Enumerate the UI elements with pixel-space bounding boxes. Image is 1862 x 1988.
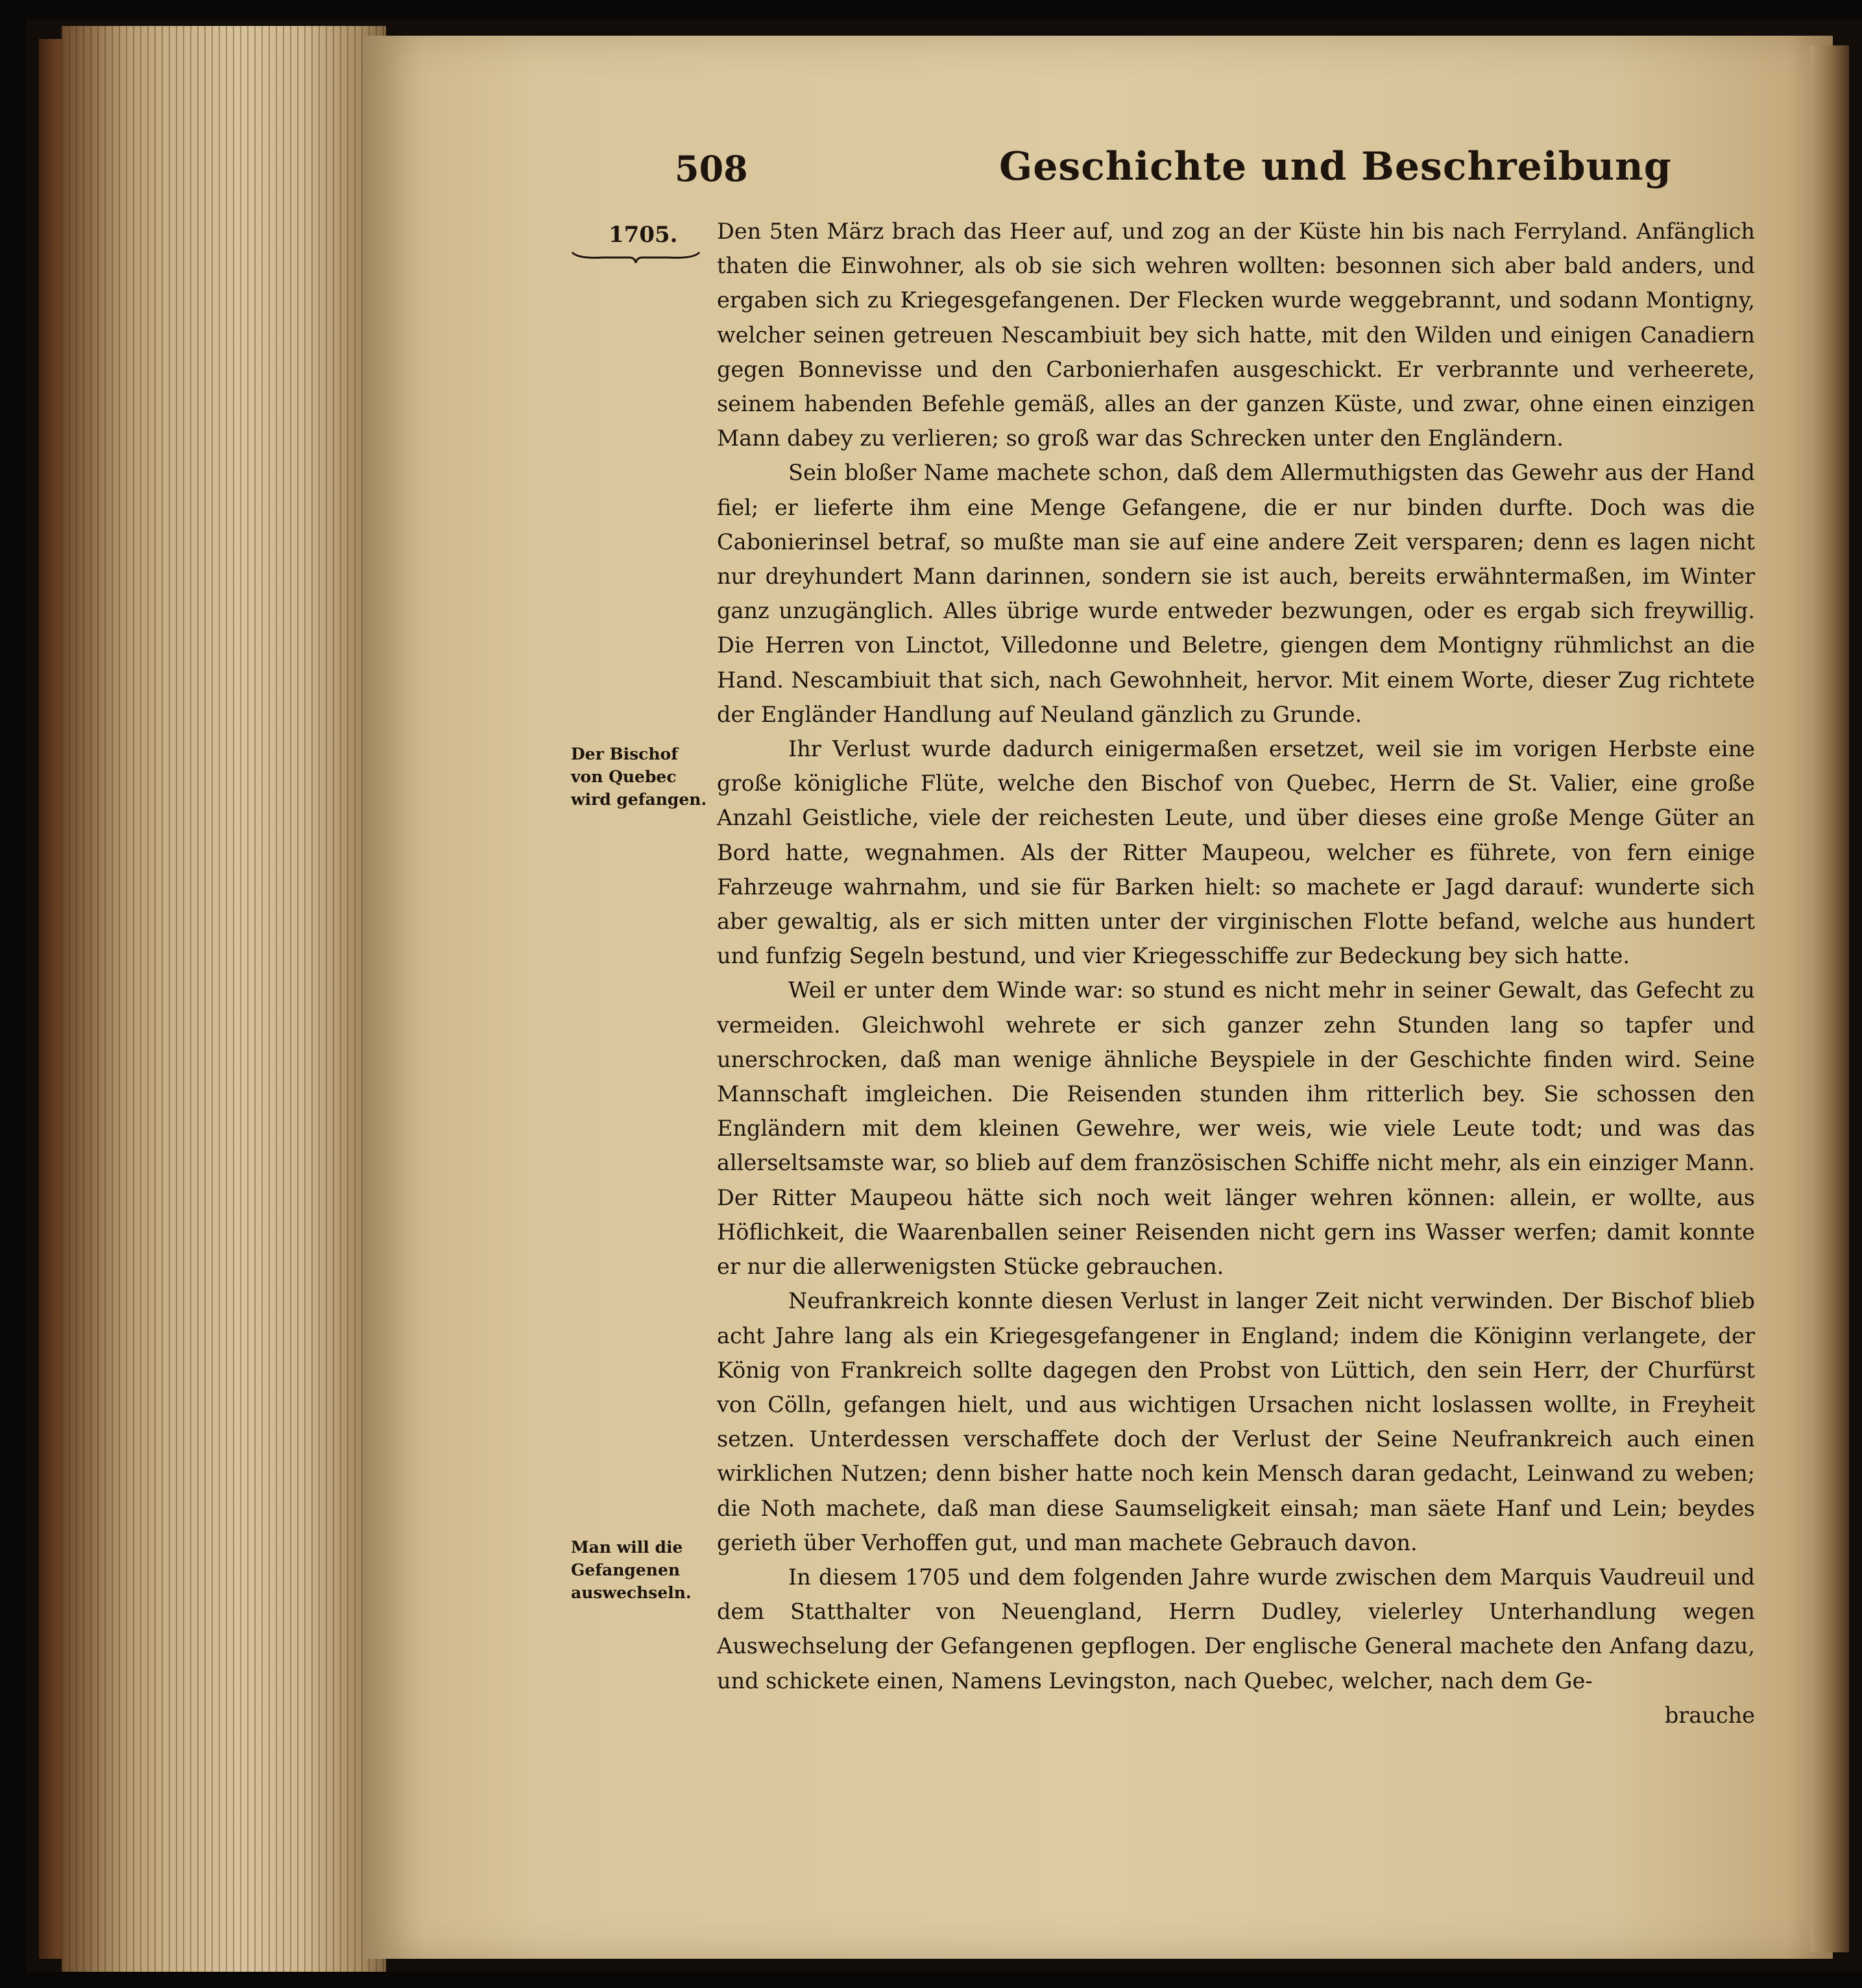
page-edges bbox=[62, 26, 386, 1972]
brace-ornament bbox=[571, 250, 701, 264]
paragraph: Ihr Verlust wurde dadurch einigermaßen ersetzet, weil sie im vorigen Herbste eine große königliche Flüte, welche den Bischof von Quebec, Herrn de St. Valier, eine große Anzahl Geistliche, viele der reichesten Leute, und über dieses eine große Menge Güter an Bord hatte, wegnahmen. Als der Ritter Maupeou, welcher es führete, von fern einige Fahrzeuge wahrnahm, und sie für Barken hielt: so machete er Jagd darauf: wunderte sich aber gewaltig, als er sich mitten unter der virginischen Flotte befand, welche aus hundert und funfzig Segeln bestund, und vier Kriegesschiffe zur Bedeckung bey sich hatte. bbox=[717, 736, 1755, 969]
page-number: 508 bbox=[675, 148, 748, 189]
paragraph: Den 5ten März brach das Heer auf, und zog an der Küste hin bis nach Ferryland. Anfänglich thaten die Einwohner, als ob sie sich wehren wollten: besonnen sich aber bald anders, und ergaben sich zu Kriegesgefangenen. Der Flecken wurde weggebrannt, und sodann Montigny, welcher seinen getreuen Nescambiuit bey sich hatte, mit den Wilden und einigen Canadiern gegen Bonnevisse und den Carbonierhafen ausgeschickt. Er verbrannte und verheerete, seinem habenden Befehle gemäß, alles an der ganzen Küste, und zwar, ohne einen einzigen Mann dabey zu verlieren; so groß war das Schrecken unter den Engländern. bbox=[717, 219, 1755, 451]
body-text bbox=[717, 214, 1755, 1732]
running-title: Geschichte und Beschreibung bbox=[999, 144, 1672, 189]
paragraph: Neufrankreich konnte diesen Verlust in langer Zeit nicht verwinden. Der Bischof blieb acht Jahre lang als ein Kriegesgefangener in England; indem die Königinn verlangete, der König von Frankreich sollte dagegen den Probst von Lüttich, den sein Herr, der Churfürst von Cölln, gefangen hielt, und aus wichtigen Ursachen nicht loslassen wollte, in Freyheit setzen. Unterdessen verschaffete doch der Verlust der Seine Neufrankreich auch einen wirklichen Nutzen; denn bisher hatte noch kein Mensch daran gedacht, Leinwand zu weben; die Noth machete, daß man diese Saumseligkeit einsah; man säete Hanf und Lein; beydes gerieth über Verhoffen gut, und man machete Gebrauch davon. bbox=[717, 1288, 1755, 1555]
margin-year: 1705. bbox=[609, 222, 678, 248]
margin-note-bishop: Der Bischof von Quebec wird gefangen. bbox=[571, 745, 707, 809]
margin-note-exchange: Man will die Gefangenen auswechseln. bbox=[571, 1538, 692, 1602]
paragraph: Sein bloßer Name machete schon, daß dem Allermuthigsten das Gewehr aus der Hand fiel; er lieferte ihm eine Menge Gefangene, die er nur binden durfte. Doch was die Cabonierinsel betraf, so mußte man sie auf eine andere Zeit versparen; denn es lagen nicht nur dreyhundert Mann darinnen, sondern sie ist auch, bereits erwähntermaßen, im Winter ganz unzugänglich. Alles übrige wurde entweder bezwungen, oder es ergab sich freywillig. Die Herren von Linctot, Villedonne und Beletre, giengen dem Montigny rühmlichst an die Hand. Nescambiuit that sich, nach Gewohnheit, hervor. Mit einem Worte, dieser Zug richtete der Engländer Handlung auf Neuland gänzlich zu Grunde. bbox=[717, 460, 1755, 727]
catchword: brauche bbox=[1664, 1702, 1755, 1728]
right-page-edge bbox=[1810, 45, 1849, 1952]
paragraph: Weil er unter dem Winde war: so stund es nicht mehr in seiner Gewalt, das Gefecht zu vermeiden. Gleichwohl wehrete er sich ganzer zehn Stunden lang so tapfer und unerschrocken, daß man wenige ähnliche Beyspiele in der Geschichte finden wird. Seine Mannschaft imgleichen. Die Reisenden stunden ihm ritterlich bey. Sie schossen den Engländern mit dem kleinen Gewehre, wer weis, wie viele Leute todt; und was das allerseltsamste war, so blieb auf dem französischen Schiffe nicht mehr, als ein einziger Mann. Der Ritter Maupeou hätte sich noch weit länger wehren können: allein, er wollte, aus Höflichkeit, die Waarenballen seiner Reisenden nicht gern ins Wasser werfen; damit konnte er nur die allerwenigsten Stücke gebrauchen. bbox=[717, 977, 1755, 1280]
paragraph: In diesem 1705 und dem folgenden Jahre wurde zwischen dem Marquis Vaudreuil und dem Statthalter von Neuengland, Herrn Dudley, vielerley Unterhandlung wegen Auswechselung der Gefangenen gepflogen. Der englische General machete den Anfang dazu, und schickete einen, Namens Levingston, nach Quebec, welcher, nach dem Ge- bbox=[717, 1564, 1755, 1694]
